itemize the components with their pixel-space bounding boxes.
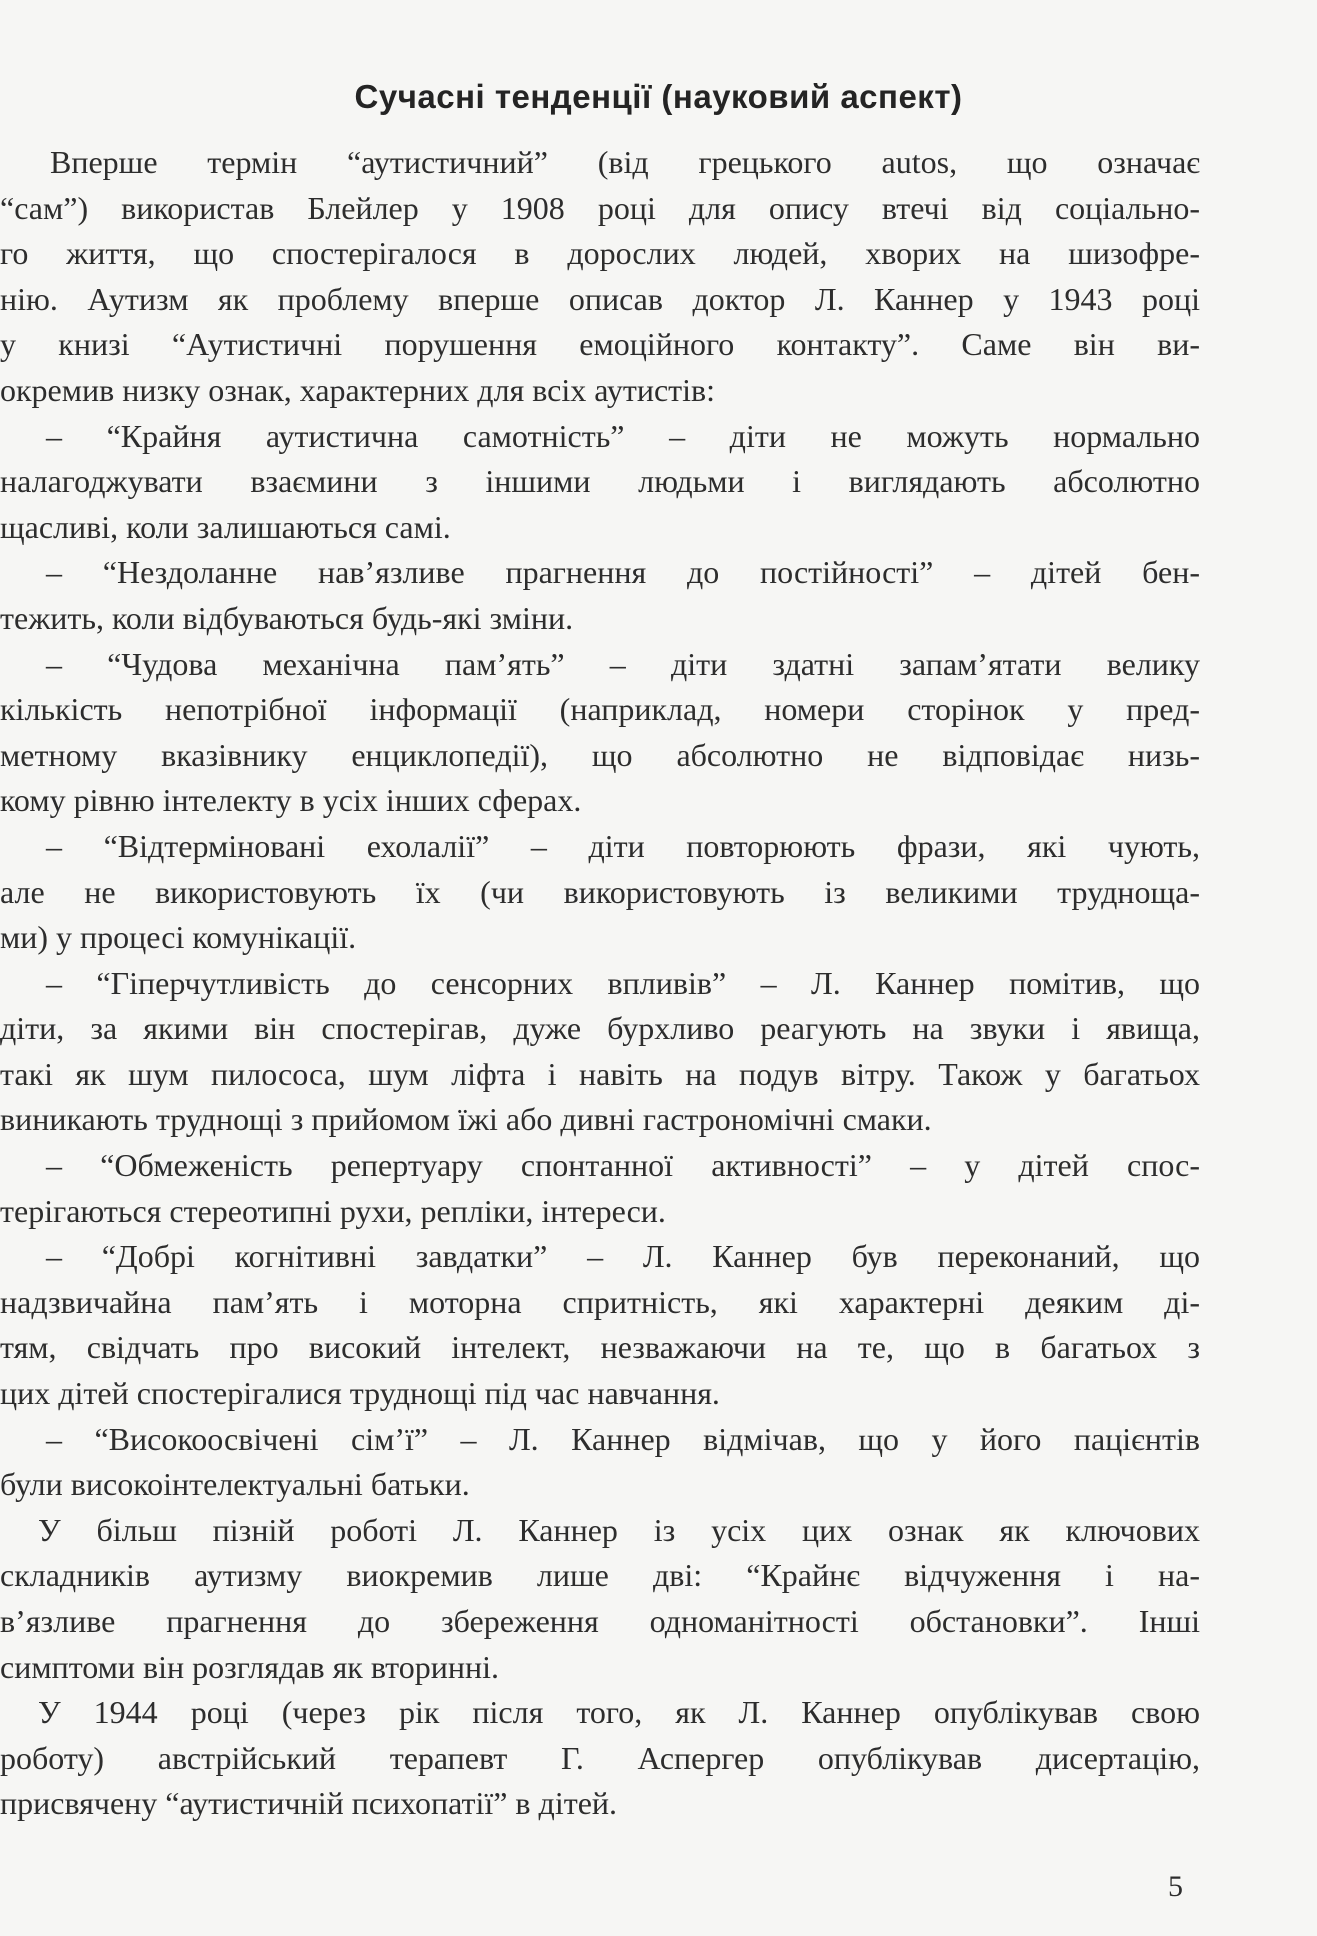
text-line: нію. Аутизм як проблему вперше описав доктор Л. Каннер у 1943 році	[0, 280, 1200, 317]
page-number: 5	[1168, 1870, 1183, 1903]
body-text	[0, 140, 1200, 1827]
text-line: – “Обмеженість репертуару спонтанної активності” – у дітей спос-	[46, 1147, 1200, 1184]
text-line: тям, свідчать про високий інтелект, незважаючи на те, що в багатьох з	[0, 1329, 1200, 1366]
text-line: в’язливе прагнення до збереження одноманітності обстановки”. Інші	[0, 1603, 1200, 1639]
text-line: У 1944 році (через рік після того, як Л. Каннер опублікував свою	[38, 1694, 1200, 1731]
text-line: надзвичайна пам’ять і моторна спритність, які характерні деяким ді-	[0, 1283, 1200, 1320]
text-line: Вперше термін “аутистичний” (від грецького autos, що означає	[50, 144, 1200, 180]
text-line: – “Нездоланне нав’язливе прагнення до постійності” – дітей бен-	[46, 554, 1200, 591]
text-line: були високоінтелектуальні батьки.	[0, 1466, 470, 1503]
text-line: у книзі “Аутистичні порушення емоційного контакту”. Саме він ви-	[0, 326, 1200, 363]
text-line: метному вказівнику енциклопедії), що абсолютно не відповідає низь-	[0, 736, 1200, 773]
text-line: кому рівню інтелекту в усіх інших сферах.	[0, 782, 582, 819]
section-heading: Сучасні тенденції (науковий аспект)	[354, 78, 963, 115]
text-line: виникають труднощі з прийомом їжі або дивні гастрономічні смаки.	[0, 1101, 932, 1138]
text-line: – “Чудова механічна пам’ять” – діти здатні запам’ятати велику	[46, 645, 1200, 682]
text-line: роботу) австрійський терапевт Г. Аспергер опублікував дисертацію,	[0, 1739, 1200, 1776]
text-line: складників аутизму виокремив лише дві: “Крайнє відчуження і на-	[0, 1557, 1200, 1594]
text-line: щасливі, коли залишаються самі.	[0, 508, 451, 545]
text-line: діти, за якими він спостерігав, дуже бурхливо реагують на звуки і явища,	[0, 1010, 1200, 1047]
text-line: ми) у процесі комунікації.	[0, 919, 357, 956]
text-line: налагоджувати взаємини з іншими людьми і виглядають абсолютно	[0, 463, 1200, 500]
text-line: – “Гіперчутливість до сенсорних впливів” – Л. Каннер помітив, що	[46, 964, 1200, 1001]
text-line: – “Добрі когнітивні завдатки” – Л. Каннер був переконаний, що	[46, 1238, 1200, 1275]
text-line: – “Крайня аутистична самотність” – діти не можуть нормально	[46, 417, 1200, 454]
text-line: окремив низку ознак, характерних для всіх аутистів:	[0, 371, 716, 408]
text-line: кількість непотрібної інформації (наприклад, номери сторінок у пред-	[0, 691, 1200, 728]
text-line: тежить, коли відбуваються будь-які зміни.	[0, 599, 574, 636]
text-line: такі як шум пилососа, шум ліфта і навіть на подув вітру. Також у багатьох	[0, 1055, 1200, 1092]
text-line: – “Високоосвічені сім’ї” – Л. Каннер відмічав, що у його пацієнтів	[46, 1420, 1200, 1457]
text-line: присвячену “аутистичній психопатії” в дітей.	[0, 1785, 618, 1822]
text-line: але не використовують їх (чи використовують із великими труднощa-	[0, 873, 1200, 910]
text-line: “сам”) використав Блейлер у 1908 році для опису втечі від соціально-	[0, 189, 1200, 226]
text-line: го життя, що спостерігалося в дорослих людей, хворих на шизофре-	[0, 235, 1200, 272]
text-line: – “Відтерміновані ехолалії” – діти повторюють фрази, які чують,	[46, 827, 1200, 864]
text-line: У більш пізній роботі Л. Каннер із усіх цих ознак як ключових	[38, 1511, 1200, 1548]
text-line: терігаються стереотипні рухи, репліки, інтереси.	[0, 1192, 666, 1229]
text-line: цих дітей спостерігалися труднощі під час навчання.	[0, 1375, 720, 1412]
text-line: симптоми він розглядав як вторинні.	[0, 1648, 499, 1685]
